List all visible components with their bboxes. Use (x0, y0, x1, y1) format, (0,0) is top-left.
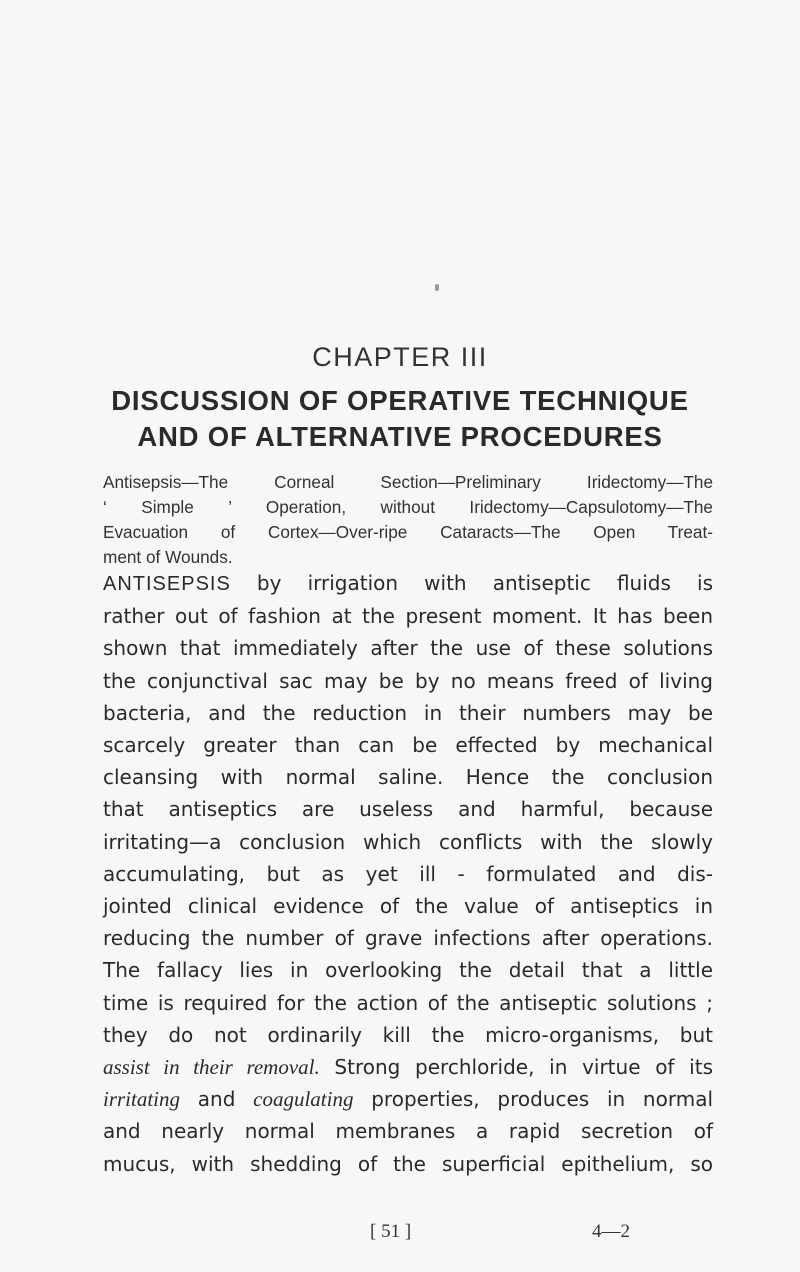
body-line: that antiseptics are useless and harmful, because (103, 797, 713, 822)
signature-mark: 4—2 (592, 1221, 630, 1242)
page-number: [ 51 ] (370, 1221, 412, 1242)
summary-line: Antisepsis—The Corneal Section—Preliminary Iridectomy—The (103, 472, 713, 492)
chapter-summary (103, 470, 713, 570)
body-line-text: by irrigation with antiseptic fluids is (230, 571, 713, 595)
body-line: cleansing with normal saline. Hence the conclusion (103, 765, 713, 790)
body-line (103, 1083, 713, 1115)
body-line: irritating—a conclusion which conflicts with the slowly (103, 829, 713, 854)
body-line: accumulating, but as yet ill - formulated and dis- (103, 861, 713, 886)
ink-speck (435, 284, 439, 291)
opening-word: ANTISEPSIS (103, 573, 231, 595)
body-line: and nearly normal membranes a rapid secretion of (103, 1119, 713, 1144)
body-line-text: and (180, 1087, 254, 1112)
body-line: shown that immediately after the use of these solutions (103, 636, 713, 661)
body-line: rather out of fashion at the present moment. It has been (103, 604, 713, 629)
body-line: time is required for the action of the antiseptic solutions ; (103, 990, 713, 1015)
summary-line: ‘ Simple ’ Operation, without Iridectomy—Capsulotomy—The (103, 497, 713, 517)
summary-line: Evacuation of Cortex—Over-ripe Cataracts—The Open Treat- (103, 522, 713, 542)
body-line-text: properties, produces in normal (353, 1087, 714, 1112)
body-line: jointed clinical evidence of the value of antiseptics in (103, 894, 713, 919)
body-line (103, 1051, 713, 1083)
italic-word: irritating (103, 1087, 181, 1112)
chapter-heading-line-1: DISCUSSION OF OPERATIVE TECHNIQUE (111, 385, 689, 416)
body-line (103, 567, 713, 600)
body-line: they do not ordinarily kill the micro-organisms, but (103, 1022, 713, 1047)
body-line: bacteria, and the reduction in their numbers may be (103, 700, 713, 725)
italic-phrase: assist in their removal. (103, 1055, 320, 1080)
summary-line: ment of Wounds. (103, 547, 233, 567)
body-line: mucus, with shedding of the superficial epithelium, so (103, 1151, 713, 1176)
body-line: The fallacy lies in overlooking the detail that a little (103, 958, 713, 983)
body-line: reducing the number of grave infections after operations. (103, 926, 713, 951)
body-line: the conjunctival sac may be by no means freed of living (103, 668, 713, 693)
body-line: scarcely greater than can be effected by mechanical (103, 733, 713, 758)
chapter-heading-line-2: AND OF ALTERNATIVE PROCEDURES (137, 421, 663, 452)
body-paragraph (103, 567, 713, 1180)
body-line-text: Strong perchloride, in virtue of its (319, 1055, 713, 1080)
italic-word: coagulating (253, 1087, 354, 1112)
chapter-title: CHAPTER III (312, 342, 488, 372)
